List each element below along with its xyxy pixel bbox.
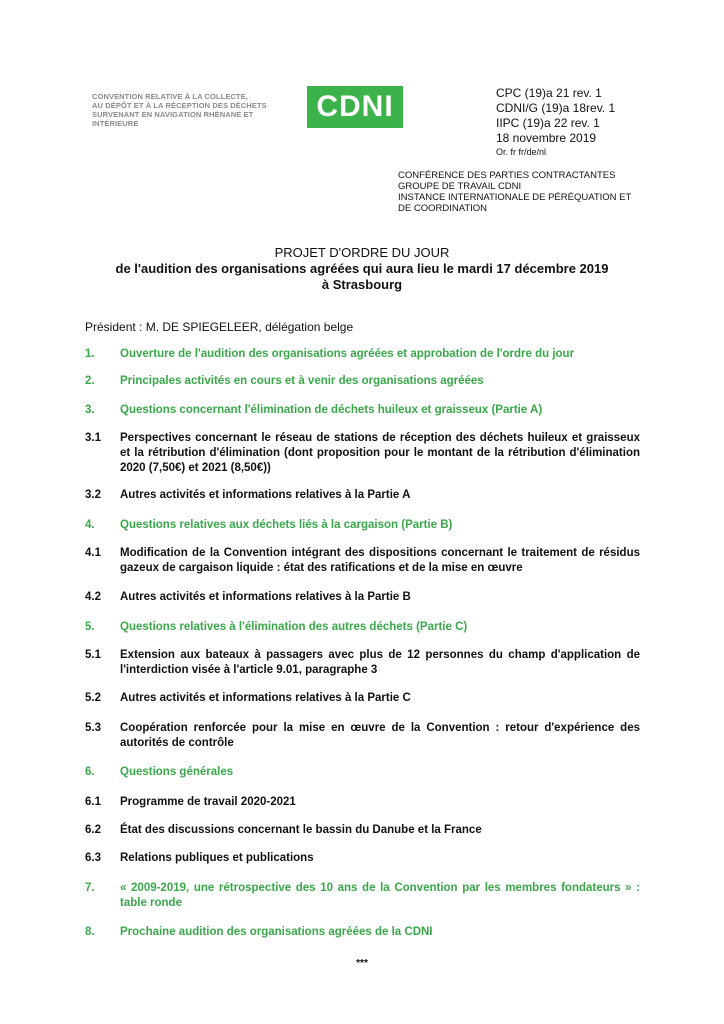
agenda-item-text: Questions relatives à l'élimination des autres déchets (Partie C) xyxy=(120,621,468,633)
reference-line: CDNI/G (19)a 18rev. 1 xyxy=(496,101,616,115)
agenda-item-text: Questions concernant l'élimination de déchets huileux et graisseux (Partie A) xyxy=(120,404,543,416)
agenda-item xyxy=(85,546,640,576)
agenda-item-number: 5.3 xyxy=(85,722,101,734)
conference-bodies xyxy=(398,170,631,214)
title-subtitle: de l'audition des organisations agréées qui aura lieu le mardi 17 décembre 2019 xyxy=(115,261,609,276)
president-line: Président : M. DE SPIEGELEER, délégation belge xyxy=(85,320,354,334)
agenda-item xyxy=(85,518,640,533)
document-title xyxy=(0,245,724,293)
reference-line: CPC (19)a 21 rev. 1 xyxy=(496,86,602,100)
agenda-item-number: 7. xyxy=(85,882,95,894)
agenda-item xyxy=(85,403,640,418)
title-heading: PROJET D'ORDRE DU JOUR xyxy=(274,245,450,260)
org-line: INTÉRIEURE xyxy=(92,119,139,128)
conference-line: DE COORDINATION xyxy=(398,203,488,214)
document-date: 18 novembre 2019 xyxy=(496,131,597,145)
conference-line: GROUPE DE TRAVAIL CDNI xyxy=(398,181,522,192)
agenda-item-number: 3. xyxy=(85,404,95,416)
agenda-item xyxy=(85,721,640,751)
agenda-item-number: 5.2 xyxy=(85,692,101,704)
agenda-item xyxy=(85,823,640,838)
agenda-item xyxy=(85,851,640,866)
agenda-item-number: 6.2 xyxy=(85,824,101,836)
agenda-item xyxy=(85,795,640,810)
agenda-item-number: 3.2 xyxy=(85,489,101,501)
agenda-item-number: 6. xyxy=(85,766,95,778)
conference-line: CONFÉRENCE DES PARTIES CONTRACTANTES xyxy=(398,170,616,181)
agenda-item-text: Relations publiques et publications xyxy=(120,852,314,864)
org-line: AU DÉPÔT ET À LA RÉCEPTION DES DÉCHETS xyxy=(92,101,267,110)
agenda-item xyxy=(85,488,640,503)
agenda-item-number: 4. xyxy=(85,519,95,531)
agenda-item-text: Ouverture de l'audition des organisations agréées et approbation de l'ordre du jour xyxy=(120,348,575,360)
agenda-item-number: 6.3 xyxy=(85,852,101,864)
organization-name xyxy=(92,92,300,128)
agenda-item xyxy=(85,431,640,476)
agenda-item-number: 2. xyxy=(85,375,95,387)
agenda-item xyxy=(85,648,640,678)
org-line: CONVENTION RELATIVE À LA COLLECTE, xyxy=(92,92,248,101)
agenda-item-text: État des discussions concernant le bassin du Danube et la France xyxy=(120,824,482,836)
agenda-item-number: 4.2 xyxy=(85,591,101,603)
agenda-item xyxy=(85,691,640,706)
agenda-item-number: 6.1 xyxy=(85,796,101,808)
title-location: à Strasbourg xyxy=(321,277,403,292)
agenda-item-number: 5. xyxy=(85,621,95,633)
reference-line: IIPC (19)a 22 rev. 1 xyxy=(496,116,600,130)
agenda-item xyxy=(85,347,640,362)
agenda-item xyxy=(85,620,640,635)
agenda-item-number: 5.1 xyxy=(85,649,101,661)
end-marker: *** xyxy=(356,958,368,969)
agenda-item xyxy=(85,590,640,605)
agenda-item-number: 4.1 xyxy=(85,547,101,559)
agenda-item-text: Autres activités et informations relatives à la Partie A xyxy=(120,489,411,501)
agenda-item-text: Prochaine audition des organisations agréées de la CDNI xyxy=(120,926,433,938)
agenda-item-number: 3.1 xyxy=(85,432,101,444)
language-versions: Or. fr fr/de/nl xyxy=(496,147,547,157)
agenda-item-text: Coopération renforcée pour la mise en œuvre de la Convention : retour d'expérience des autorités de contrôle xyxy=(120,722,640,749)
org-line: SURVENANT EN NAVIGATION RHÉNANE ET xyxy=(92,110,254,119)
agenda-item-text: Extension aux bateaux à passagers avec plus de 12 personnes du champ d'application de l'interdiction visée à l'article 9.01, paragraphe 3 xyxy=(120,649,640,676)
agenda-item-text: Autres activités et informations relatives à la Partie B xyxy=(120,591,411,603)
agenda-item-text: Modification de la Convention intégrant des dispositions concernant le traitement de résidus gazeux de cargaison liquide : état des ratifications et de la mise en œuvre xyxy=(120,547,640,574)
agenda-item-text: Perspectives concernant le réseau de stations de réception des déchets huileux et graisseux et la rétribution d'élimination (dont proposition pour le montant de la rétribution d'élimination 2020 (7,50€) et 2021 (8,50€)) xyxy=(120,432,640,474)
agenda-item-number: 8. xyxy=(85,926,95,938)
agenda-item-number: 1. xyxy=(85,348,95,360)
agenda-item-text: Programme de travail 2020-2021 xyxy=(120,796,296,808)
agenda-item-text: Autres activités et informations relatives à la Partie C xyxy=(120,692,411,704)
agenda-item xyxy=(85,374,640,389)
document-references xyxy=(496,86,615,159)
agenda-item-text: Principales activités en cours et à venir des organisations agréées xyxy=(120,375,484,387)
cdni-logo: CDNI xyxy=(307,86,403,128)
conference-line: INSTANCE INTERNATIONALE DE PÉRÉQUATION ET xyxy=(398,192,632,203)
agenda-item xyxy=(85,881,640,911)
agenda-item-text: Questions relatives aux déchets liés à la cargaison (Partie B) xyxy=(120,519,453,531)
agenda-item xyxy=(85,765,640,780)
agenda-item-text: « 2009-2019, une rétrospective des 10 ans de la Convention par les membres fondateurs » : table ronde xyxy=(120,882,640,909)
agenda-item-text: Questions générales xyxy=(120,766,234,778)
agenda-item xyxy=(85,925,640,940)
